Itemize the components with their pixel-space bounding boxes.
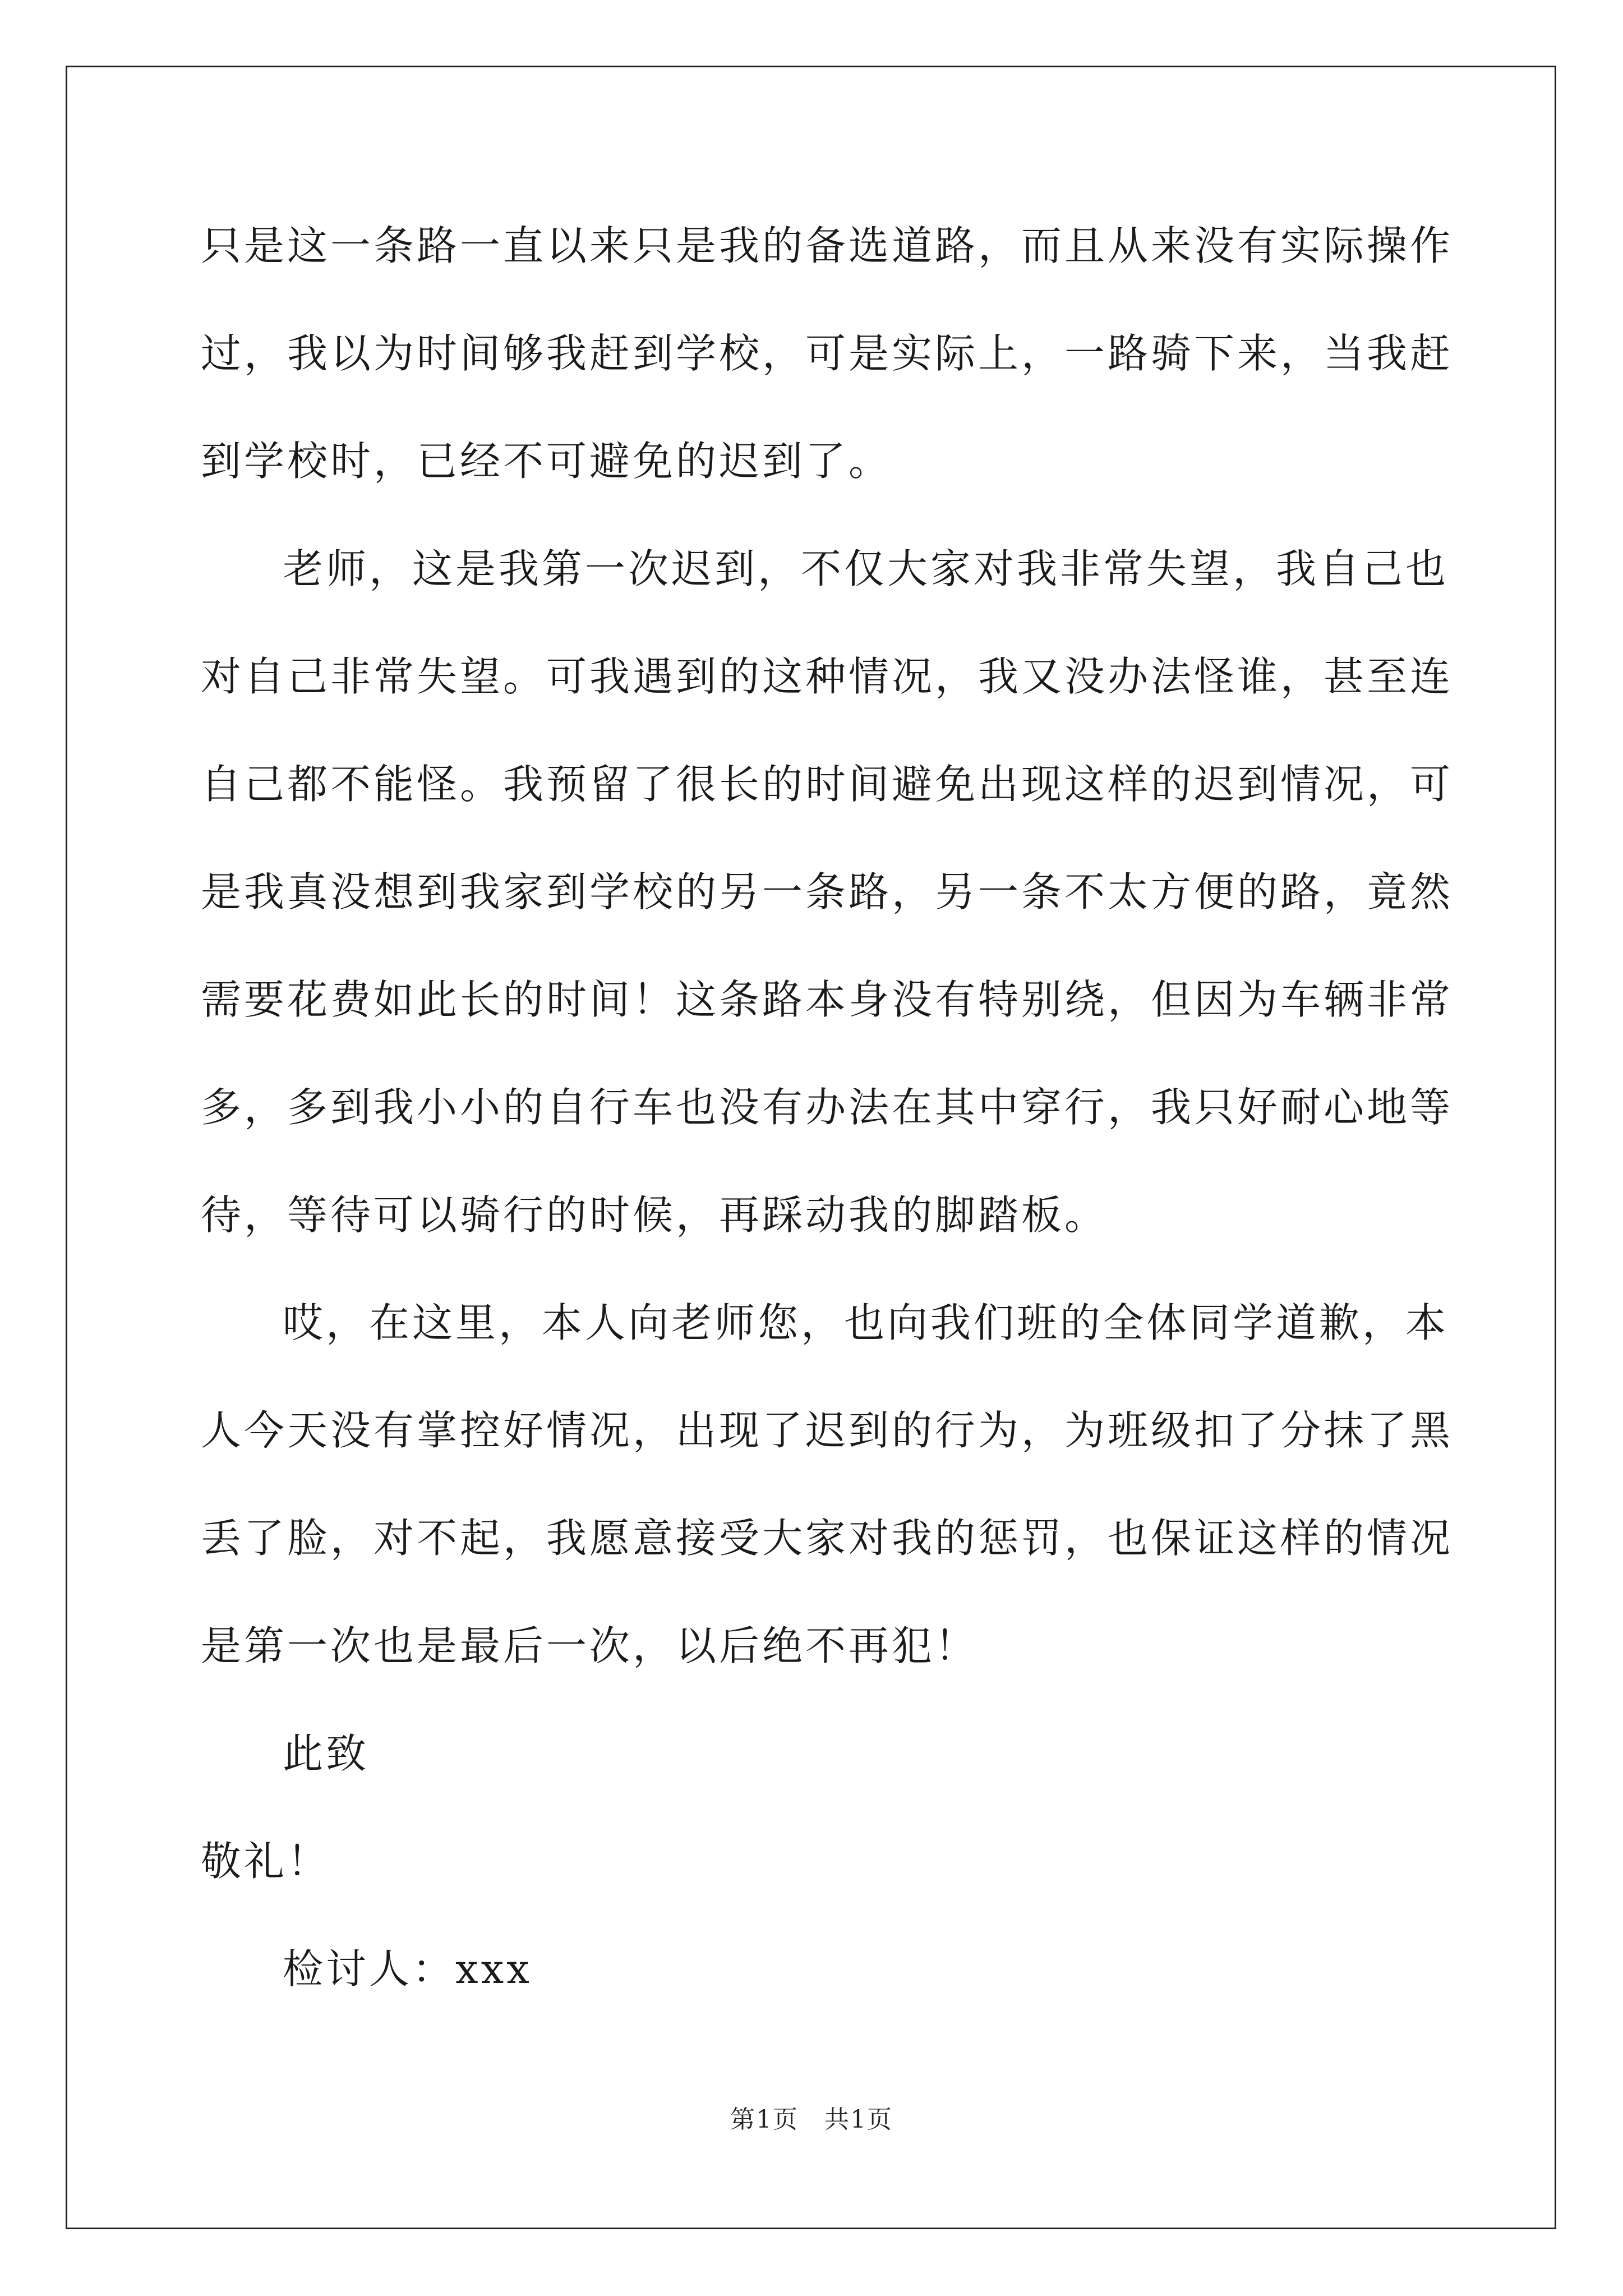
closing-regards: 敬礼！ bbox=[201, 1838, 331, 1885]
signature-line: 检讨人：xxx bbox=[283, 1945, 532, 1993]
paragraph-route-explanation: 只是这一条路一直以来只是我的备选道路，而且从来没有实际操作过，我以为时间够我赶到学校，可是实际上，一路骑下来，当我赶到学校时，已经不可避免的迟到了。 bbox=[201, 222, 1454, 485]
paragraph-apology-promise: 哎，在这里，本人向老师您，也向我们班的全体同学道歉，本人今天没有掌控好情况，出现了迟到的行为，为班级扣了分抹了黑丢了脸，对不起，我愿意接受大家对我的惩罚，也保证这样的情况是第一次也是最后一次，以后绝不再犯！ bbox=[201, 1299, 1454, 1669]
page-number-footer: 第1页 共1页 bbox=[730, 2105, 893, 2134]
closing-salutation: 此致 bbox=[283, 1730, 370, 1777]
paragraph-apology-reason: 老师，这是我第一次迟到，不仅大家对我非常失望，我自己也对自己非常失望。可我遇到的这种情况，我又没办法怪谁，甚至连自己都不能怪。我预留了很长的时间避免出现这样的迟到情况，可是我真没想到我家到学校的另一条路，另一条不太方便的路，竟然需要花费如此长的时间！这条路本身没有特别绕，但因为车辆非常多，多到我小小的自行车也没有办法在其中穿行，我只好耐心地等待，等待可以骑行的时候，再踩动我的脚踏板。 bbox=[201, 545, 1454, 1239]
letter-body bbox=[201, 192, 1474, 2023]
